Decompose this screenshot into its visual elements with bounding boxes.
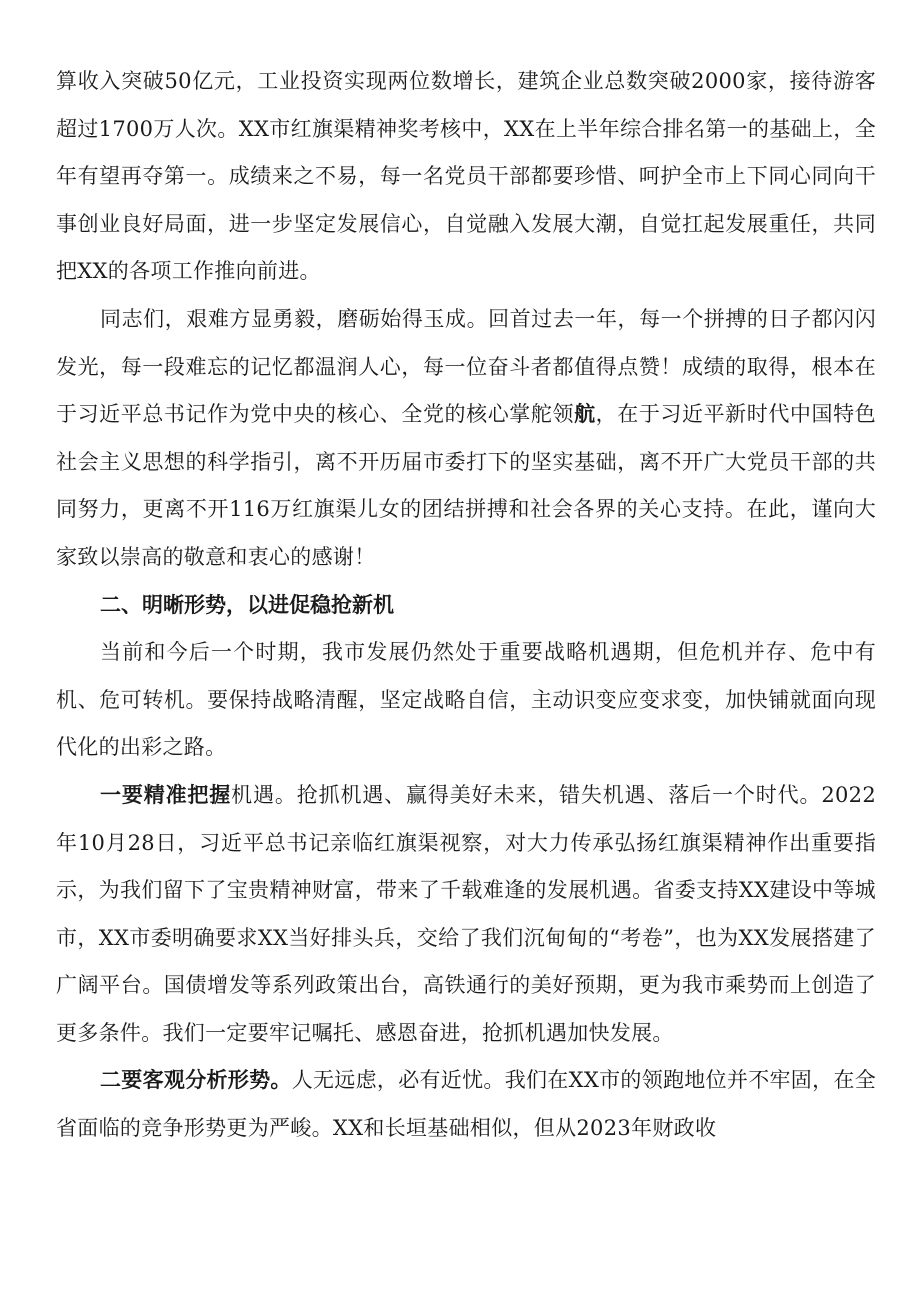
paragraph-2-text-b: ，在于习近平新时代中国特色社会主义思想的科学指引，离不开历届市委打下的坚实基础，离不开广大党员干部的共同努力，更离不开116万红旗渠儿女的团结拼搏和社会各界的关心支持。在此，谨向大家致以崇高的敬意和衷心的感谢！ [56,402,876,569]
paragraph-3 [56,629,876,772]
paragraph-5 [56,1057,876,1152]
section-heading-2 [56,582,876,630]
paragraph-4-text: 机遇。抢抓机遇、赢得美好未来，错失机遇、落后一个时代。2022年10月28日，习近平总书记亲临红旗渠视察，对大力传承弘扬红旗渠精神作出重要指示，为我们留下了宝贵精神财富，带来了千载难逢的发展机遇。省委支持XX建设中等城市，XX市委明确要求XX当好排头兵，交给了我们沉甸甸的“考卷”，也为XX发展搭建了广阔平台。国债增发等系列政策出台，高铁通行的美好预期，更为我市乘势而上创造了更多条件。我们一定要牢记嘱托、感恩奋进，抢抓机遇加快发展。 [56,782,876,1045]
paragraph-5-text: 人无远虑，必有近忧。我们在XX市的领跑地位并不牢固，在全省面临的竞争形势更为严峻。XX和长垣基础相似，但从2023年财政收 [56,1068,877,1141]
paragraph-2 [56,296,876,582]
paragraph-3-text: 当前和今后一个时期，我市发展仍然处于重要战略机遇期，但危机并存、危中有机、危可转机。要保持战略清醒，坚定战略自信，主动识变应变求变，加快铺就面向现代化的出彩之路。 [56,640,876,760]
paragraph-1-text: 算收入突破50亿元，工业投资实现两位数增长，建筑企业总数突破2000家，接待游客超过1700万人次。XX市红旗渠精神奖考核中，XX在上半年综合排名第一的基础上，全年有望再夺第一。成绩来之不易，每一名党员干部都要珍惜、呵护全市上下同心同向干事创业良好局面，进一步坚定发展信心，自觉融入发展大潮，自觉扛起发展重任，共同把XX的各项工作推向前进。 [56,69,876,284]
paragraph-2-bold-char: 航 [574,402,596,427]
paragraph-4-lead: 一要精准把握 [100,782,232,807]
paragraph-4 [56,772,876,1058]
document-page [56,58,876,1153]
paragraph-2-text-a: 同志们，艰难方显勇毅，磨砺始得玉成。回首过去一年，每一个拼搏的日子都闪闪发光，每一段难忘的记忆都温润人心，每一位奋斗者都值得点赞！成绩的取得，根本在于习近平总书记作为党中央的核心、全党的核心掌舵领 [56,306,876,427]
paragraph-5-lead: 二要客观分析形势。 [100,1068,292,1093]
paragraph-1 [56,58,876,296]
section-heading-2-text: 二、明晰形势，以进促稳抢新机 [100,592,394,617]
